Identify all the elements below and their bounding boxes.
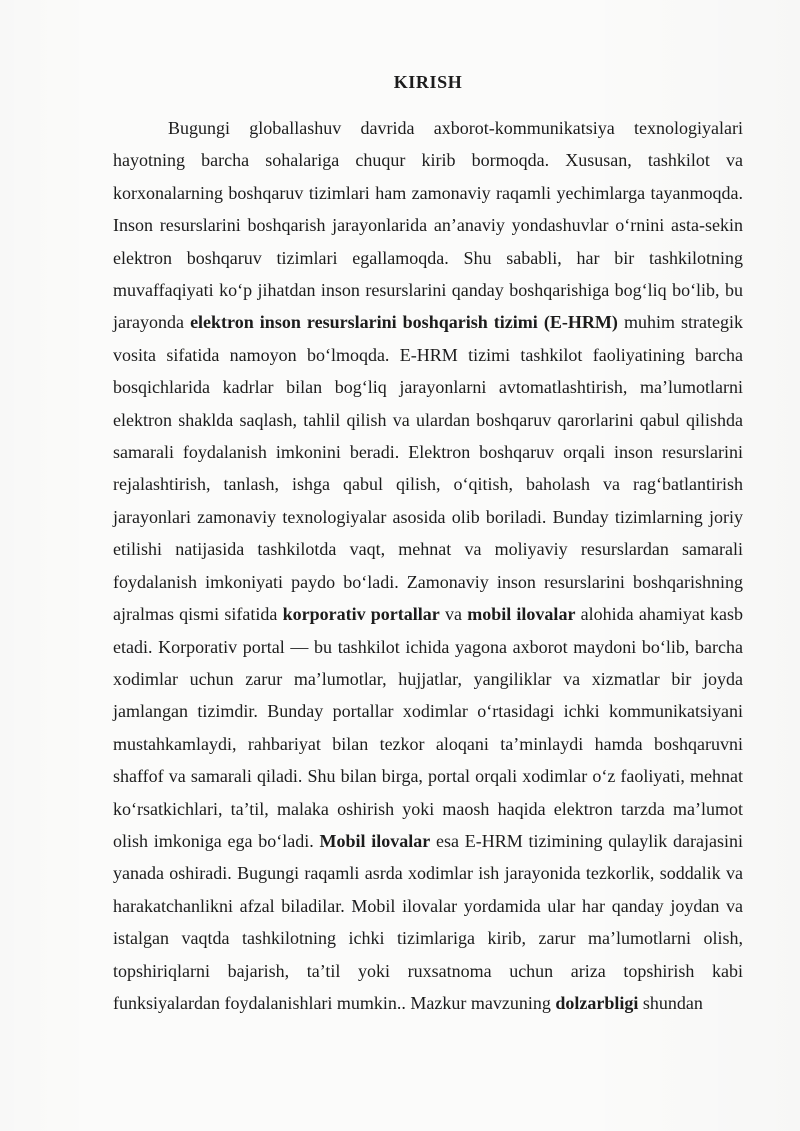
- body-paragraph: [113, 112, 743, 1019]
- text-run: muhim strategik vosita sifatida namoyon bo‘lmoqda. E-HRM tizimi tashkilot faoliyatining barcha bosqichlarida kadrlar bilan bog‘liq jarayonlarni avtomatlashtirish, ma’lumotlarni elektron shaklda saqlash, tahlil qilish va ulardan boshqaruv qarorlarini qabul qilishda samarali foydalanish imkonini beradi. Elektron boshqaruv orqali inson resurslarini rejalashtirish, tanlash, ishga qabul qilish, o‘qitish, baholash va rag‘batlantirish jarayonlari zamonaviy texnologiyalar asosida olib boriladi. Bunday tizimlarning joriy etilishi natijasida tashkilotda vaqt, mehnat va moliyaviy resurslardan samarali foydalanish imkoniyati paydo bo‘ladi. Zamonaviy inson resurslarini boshqarishning ajralmas qismi sifatida: [113, 312, 744, 625]
- bold-text-run: dolzarbligi: [555, 992, 639, 1013]
- text-run: alohida ahamiyat kasb etadi. Korporativ portal — bu tashkilot ichida yagona axborot maydoni bo‘lib, barcha xodimlar uchun zarur ma’lumotlar, hujjatlar, yangiliklar va xizmatlar bir joyda jamlangan tizimdir. Bunday portallar xodimlar o‘rtasidagi ichki kommunikatsiyani mustahkamlaydi, rahbariyat bilan tezkor aloqani ta’minlaydi hamda boshqaruvni shaffof va samarali qiladi. Shu bilan birga, portal orqali xodimlar o‘z faoliyati, mehnat ko‘rsatkichlari, ta’til, malaka oshirish yoki maosh haqida elektron tarzda ma’lumot olish imkoniga ega bo‘ladi.: [113, 604, 744, 851]
- text-run: va: [439, 604, 468, 625]
- bold-text-run: korporativ portallar: [282, 604, 440, 625]
- text-run: Bugungi globallashuv davrida axborot-kommunikatsiya texnologiyalari hayotning barcha sohalariga chuqur kirib bormoqda. Xususan, tashkilot va korxonalarning boshqaruv tizimlari ham zamonaviy raqamli yechimlarga tayanmoqda. Inson resurslarini boshqarish jarayonlarida an’anaviy yondashuvlar o‘rnini asta-sekin elektron boshqaruv tizimlari egallamoqda. Shu sababli, har bir tashkilotning muvaffaqiyati ko‘p jihatdan inson resurslarini qanday boshqarishiga bog‘liq bo‘lib, bu jarayonda: [113, 118, 743, 333]
- text-run: shundan: [638, 992, 703, 1013]
- bold-text-run: mobil ilovalar: [467, 604, 576, 625]
- text-run: esa E-HRM tizimining qulaylik darajasini yanada oshiradi. Bugungi raqamli asrda xodimlar ish jarayonida tezkorlik, soddalik va harakatchanlikni afzal biladilar. Mobil ilovalar yordamida ular har qanday joydan va istalgan vaqtda tashkilotning ichki tizimlariga kirib, zarur ma’lumotlarni olish, topshiriqlarni bajarish, ta’til yoki ruxsatnoma uchun ariza topshirish kabi funksiyalardan foydalanishlari mumkin.. Mazkur mavzuning: [113, 830, 743, 1013]
- text-block: [113, 66, 743, 1019]
- page-title: KIRISH: [393, 72, 463, 92]
- bold-text-run: elektron inson resurslarini boshqarish tizimi (E-HRM): [190, 312, 618, 333]
- bold-text-run: Mobil ilovalar: [319, 830, 431, 851]
